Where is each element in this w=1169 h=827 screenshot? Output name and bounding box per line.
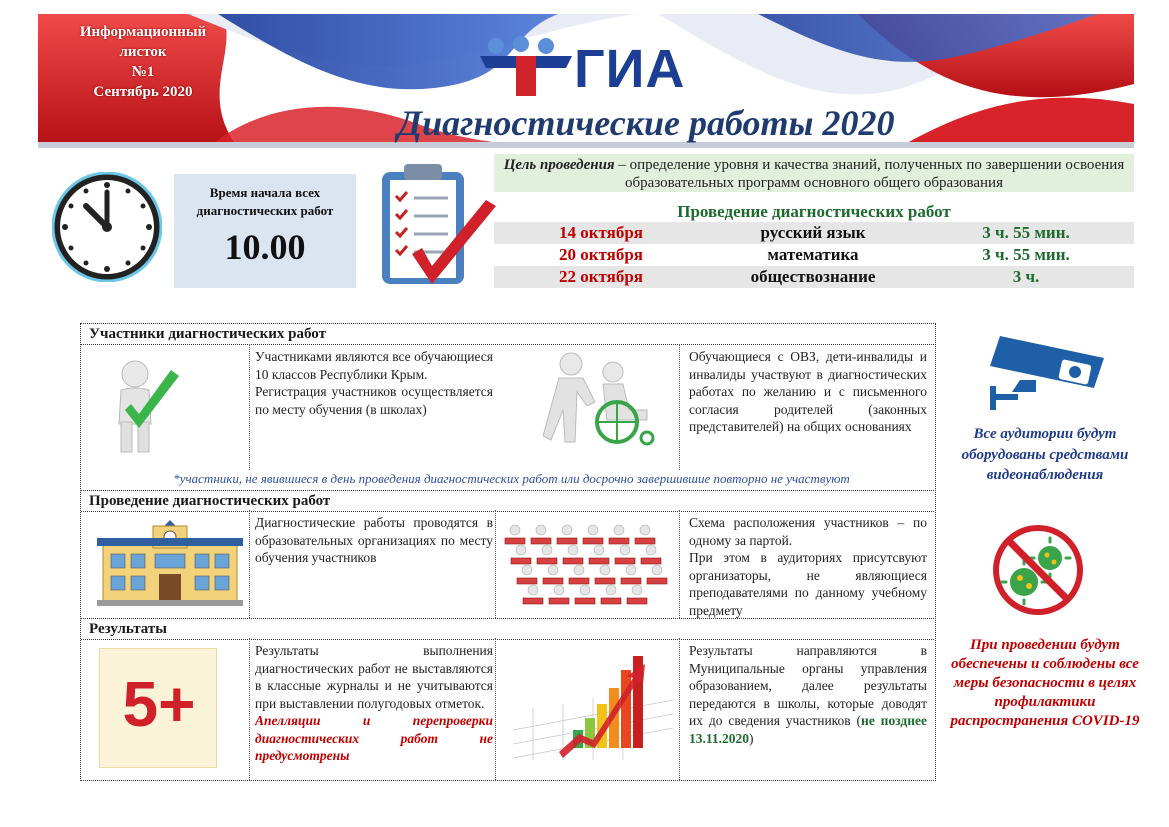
conduct-seating-text bbox=[689, 514, 927, 619]
column-divider bbox=[495, 510, 496, 618]
person-checkmark-icon bbox=[103, 358, 183, 458]
column-divider bbox=[495, 638, 496, 780]
start-time-value: 10.00 bbox=[224, 227, 306, 267]
schedule-subject: обществознание bbox=[750, 267, 876, 286]
conduct-seating-1: Схема расположения участников – по одному за партой. bbox=[689, 515, 927, 548]
conduct-heading: Проведение диагностических работ bbox=[81, 490, 934, 512]
schedule-row bbox=[494, 244, 1134, 266]
schedule-title: Проведение диагностических работ bbox=[677, 202, 951, 221]
column-divider bbox=[679, 510, 680, 618]
clipboard-check-icon bbox=[374, 154, 498, 294]
schedule-duration: 3 ч. bbox=[1012, 267, 1040, 286]
participants-heading: Участники диагностических работ bbox=[81, 324, 934, 345]
leaflet-issue: №1 bbox=[131, 64, 155, 80]
participants-text bbox=[255, 348, 493, 418]
schedule-row bbox=[494, 222, 1134, 244]
header-banner bbox=[38, 14, 1134, 148]
leaflet-date: Сентябрь 2020 bbox=[93, 84, 193, 100]
schedule-date: 20 октября bbox=[558, 245, 644, 264]
schedule-subject: математика bbox=[767, 245, 859, 264]
participants-text-1: Участниками являются все обучающиеся 10 классов Республики Крым. bbox=[255, 349, 493, 382]
logo-text: ГИА bbox=[574, 39, 686, 99]
classroom-desks-icon bbox=[501, 516, 677, 612]
info-table bbox=[80, 323, 936, 781]
goal-box bbox=[494, 154, 1134, 192]
participants-note: *участники, не явившиеся в день проведения диагностических работ или досрочно завершившие повторно не участвуют bbox=[173, 471, 850, 486]
schedule-subject: русский язык bbox=[760, 223, 866, 242]
page-title: Диагностические работы 2020 bbox=[397, 103, 895, 143]
covid-notice: При проведении будут обеспечены и соблюдены все меры безопасности в целях профилактики распространения COVID-19 bbox=[950, 637, 1140, 729]
schedule-duration: 3 ч. 55 мин. bbox=[982, 245, 1070, 264]
results-text bbox=[255, 642, 493, 765]
camera-notice: Все аудитории будут оборудованы средствами видеонаблюдения bbox=[961, 426, 1129, 483]
schedule-table bbox=[494, 222, 1134, 288]
column-divider bbox=[249, 638, 250, 780]
school-building-icon bbox=[97, 514, 243, 606]
leaflet-title: Информационный листок bbox=[79, 24, 207, 60]
grade-value: 5+ bbox=[122, 668, 196, 740]
schedule-duration: 3 ч. 55 мин. bbox=[982, 223, 1070, 242]
gia-logo-icon bbox=[476, 34, 576, 100]
schedule-date: 22 октября bbox=[558, 267, 644, 286]
results-route-end: ) bbox=[749, 730, 754, 746]
goal-text: – определение уровня и качества знаний, полученных по завершении освоения образовательных программ основного общего образования bbox=[614, 157, 1125, 191]
participants-text-2: Регистрация участников осуществляется по месту обучения (в школах) bbox=[255, 384, 493, 417]
participants-ovz-text: Обучающиеся с ОВЗ, дети-инвалиды и инвалиды участвуют в диагностических работах по желанию и с письменного согласия родителей (законных представителей) на общих основаниях bbox=[689, 349, 927, 434]
clock-icon bbox=[52, 172, 162, 282]
no-virus-icon bbox=[992, 524, 1084, 616]
column-divider bbox=[249, 510, 250, 618]
conduct-seating-2: При этом в аудиториях присутсвуют организаторы, не являющиеся преподавателями по данному учебному предмету bbox=[689, 550, 927, 618]
column-divider bbox=[679, 344, 680, 470]
results-heading: Результаты bbox=[81, 618, 934, 640]
grade-paper bbox=[99, 648, 217, 768]
schedule-date: 14 октября bbox=[558, 223, 644, 242]
goal-heading: Цель проведения bbox=[503, 157, 615, 173]
start-time-box bbox=[174, 174, 356, 288]
results-route-text bbox=[689, 642, 927, 747]
results-route-1: Результаты направляются в Муниципальные органы управления образованием, далее результаты передаются в школы, которые доводят их до сведения участников ( bbox=[689, 643, 927, 728]
conduct-text: Диагностические работы проводятся в образовательных организациях по месту обучения участников bbox=[255, 515, 493, 565]
start-time-label: Время начала всех диагностических работ bbox=[196, 185, 334, 218]
results-deadline: не позднее 13.11.2020 bbox=[689, 713, 927, 746]
growth-chart-icon bbox=[503, 648, 679, 772]
schedule-row bbox=[494, 266, 1134, 288]
leaflet-info bbox=[58, 22, 228, 102]
wheelchair-icon bbox=[543, 350, 661, 446]
results-text-1: Результаты выполнения диагностических работ не выставляются в классные журналы и не учитываются при выставлении полугодовых отметок. bbox=[255, 643, 493, 711]
security-camera-icon bbox=[986, 330, 1110, 412]
column-divider bbox=[249, 344, 250, 470]
column-divider bbox=[679, 638, 680, 780]
gia-logo bbox=[476, 34, 716, 104]
results-appeal-note: Апелляции и перепроверки диагностических работ не предусмотрены bbox=[255, 713, 493, 763]
